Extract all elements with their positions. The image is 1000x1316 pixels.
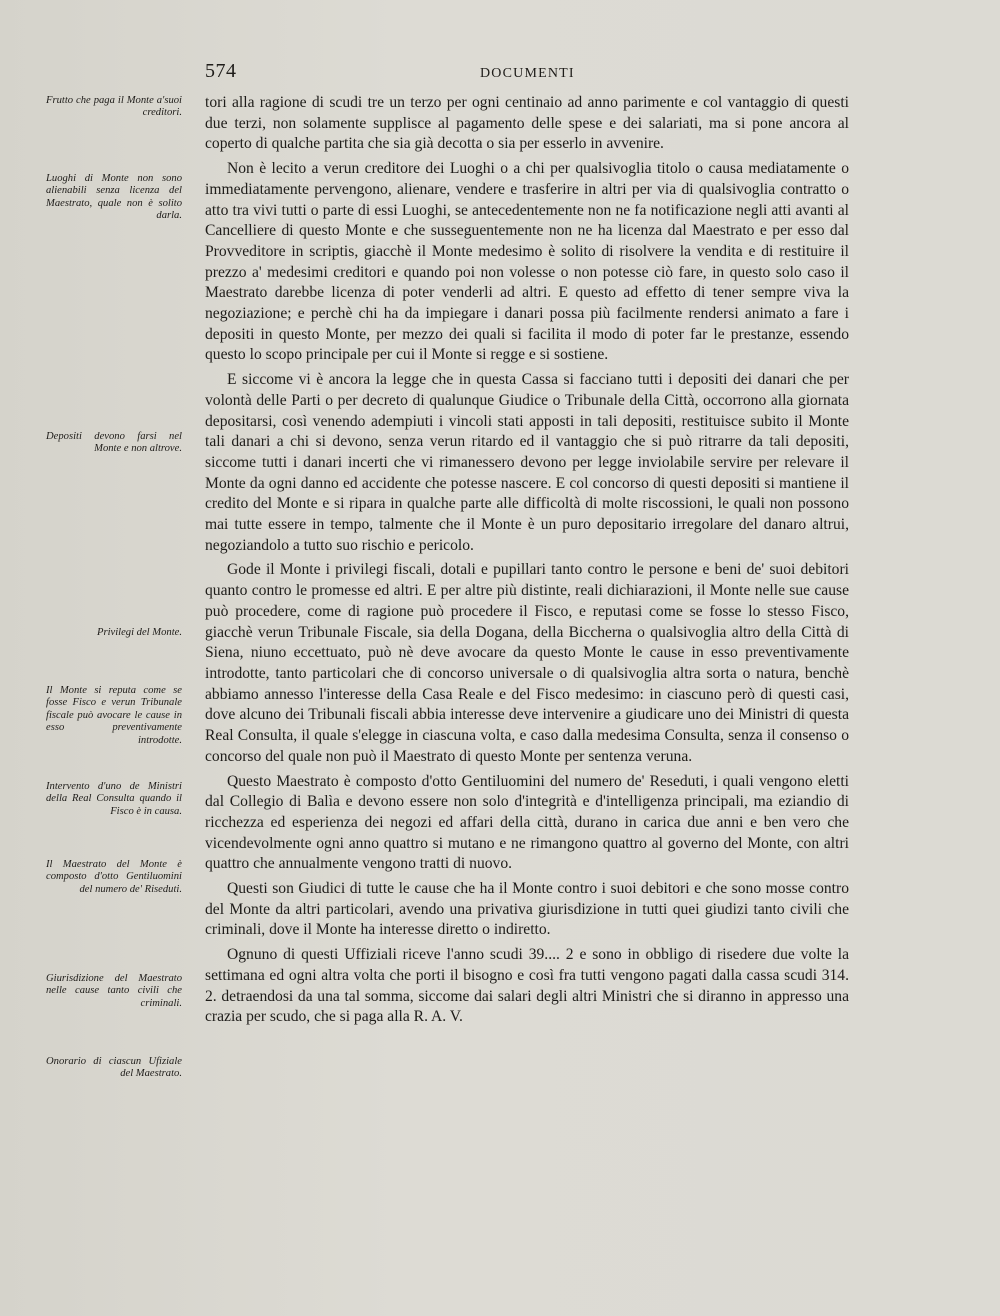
paragraph: Non è lecito a verun creditore dei Luoghi o a chi per qualsivoglia titolo o causa mediatamente o immediatamente pervengono, alienare, vendere e trasferire in altri per via di qualsivoglia contratto o atto tra vivi tutti o parte di essi Luoghi, se antecedentemente non ne fa notificazione negli atti avanti al Cancelliere di questo Monte e che susseguentemente non ne ha licenza dal Maestrato e per esso dal Provveditore in scriptis, giacchè il Monte medesimo è solito di risolvere la vendita e di restituire il prezzo a' medesimi creditori e quando poi non volesse o non potesse ciò fare, in questo solo caso il Maestrato darebbe licenza di poter venderli ad altri. E questo ad effetto di tener sempre viva la negoziazione; e perchè chi ha da impiegare i danari possa più facilmente rendersi animato a fare i depositi in questo Monte, per mezzo dei quali si facilita il modo di poter far le prestanze, essendo questo lo scopo principale per cui il Monte si regge e si sostiene.	[205, 160, 849, 364]
paragraph: E siccome vi è ancora la legge che in questa Cassa si facciano tutti i depositi dei danari che per volontà delle Parti o per decreto di qualunque Giudice o Tribunale della Città, occorrono alla giornata depositarsi, così venendo adempiuti i vincoli stati apposti in tali depositi, restituisce subito il Monte tali danari a chi si devono, senza verun ritardo ed il vantaggio che si può ritrarre da tali depositi, siccome tutti i danari incerti che vi rimanessero devono per legge inviolabile servire per relevare il Monte da ogni danno ed accidente che potesse nascere. E col concorso di questi depositi si mantiene il credito del Monte e si ripara in qualche parte alle difficoltà di molte riscossioni, le quali non possono mai tutte essere in tempo, talmente che il Monte è un puro depositario irregolare del danaro altrui, negoziandolo a tutto suo rischio e pericolo.	[205, 371, 849, 554]
paragraph: tori alla ragione di scudi tre un terzo per ogni centinaio ad anno parimente e col vantaggio di questi due terzi, non solamente supplisce al pagamento delle spese e dei salariati, ma si pone ancora al coperto di qualche partita che sia già decotta o sia per esserlo in avvenire.	[205, 94, 849, 153]
margin-note: Il Monte si reputa come se fosse Fisco e verun Tribunale fiscale può avocare le cause in esso preventivamente introdotte.	[46, 685, 182, 746]
margin-note: Giurisdizione del Maestrato nelle cause tanto civili che criminali.	[46, 973, 182, 1009]
paragraph: Ognuno di questi Uffiziali riceve l'anno scudi 39.... 2 e sono in obbligo di risedere due volte la settimana ed ogni altra volta che porti il bisogno e così fra tutti vengono pagati dalla cassa scudi 314. 2. detraendosi da una tal somma, siccome dai salari degli altri Ministri che si diranno in appresso una crazia per scudo, che si paga alla R. A. V.	[205, 946, 849, 1026]
margin-note: Privilegi del Monte.	[96, 627, 182, 638]
margin-note: Depositi devono farsi nel Monte e non altrove.	[46, 431, 182, 455]
page-number: 574	[205, 60, 237, 82]
margin-note: Il Maestrato del Monte è composto d'otto Gentiluomini del numero de' Riseduti.	[46, 859, 182, 895]
margin-note: Intervento d'uno de Ministri della Real Consulta quando il Fisco è in causa.	[46, 781, 182, 817]
paragraph: Questo Maestrato è composto d'otto Gentiluomini del numero de' Reseduti, i quali vengono eletti dal Collegio di Balìa e devono essere non solo d'integrità e d'intelligenza principali, ma eziandio di ricchezza ed esperienza dei negozi ed affari della città, durano in carica due anni e ben vero che vicendevolmente ogni anno quattro si mutano e ne rimangono quattro al governo del Monte, con altri quattro che annualmente vengono tratti di nuovo.	[205, 772, 849, 873]
paragraph: Questi son Giudici di tutte le cause che ha il Monte contro i suoi debitori e che sono mosse contro del Monte da altri particolari, avendo una privativa giurisdizione in tutti quei giudizi tanto civili che criminali, dove il Monte ha interesse diretto o indiretto.	[205, 880, 849, 939]
body-text	[205, 93, 849, 1028]
running-head: DOCUMENTI	[480, 66, 575, 81]
margin-note: Luoghi di Monte non sono alienabili senza licenza del Maestrato, quale non è solito darla.	[46, 173, 182, 222]
margin-note: Frutto che paga il Monte a'suoi creditori.	[46, 95, 182, 119]
margin-note: Onorario di ciascun Ufiziale del Maestrato.	[46, 1056, 182, 1080]
paragraph: Gode il Monte i privilegi fiscali, dotali e pupillari tanto contro le persone e beni de' suoi debitori quanto contro le promesse ed altri. E per altre più distinte, reali dichiarazioni, il Monte nelle sue cause può procedere, come di ragione può procedere il Fisco, e reputasi come se fosse lo stesso Fisco, giacchè verun Tribunale Fiscale, sia della Dogana, della Biccherna o qualsivoglia altro della Città di Siena, niuno eccettuato, può nè deve avocare da questo Monte le cause in esso preventivamente introdotte, tanto particolari che di concorso universale o di qualsivoglia altra sorta o natura, benchè abbiamo annesso l'interesse della Casa Reale e del Fisco medesimo: in ciascuno però di questi casi, dove alcuno dei Tribunali fiscali abbia interesse deve intervenire a giudicare uno dei Ministri di questa Real Consulta, il quale s'elegge in ciascuna volta, e caso dalla medesima Consulta, senza il consenso o concorso del quale non può il Maestrato di questo Monte per sentenza veruna.	[205, 561, 849, 765]
